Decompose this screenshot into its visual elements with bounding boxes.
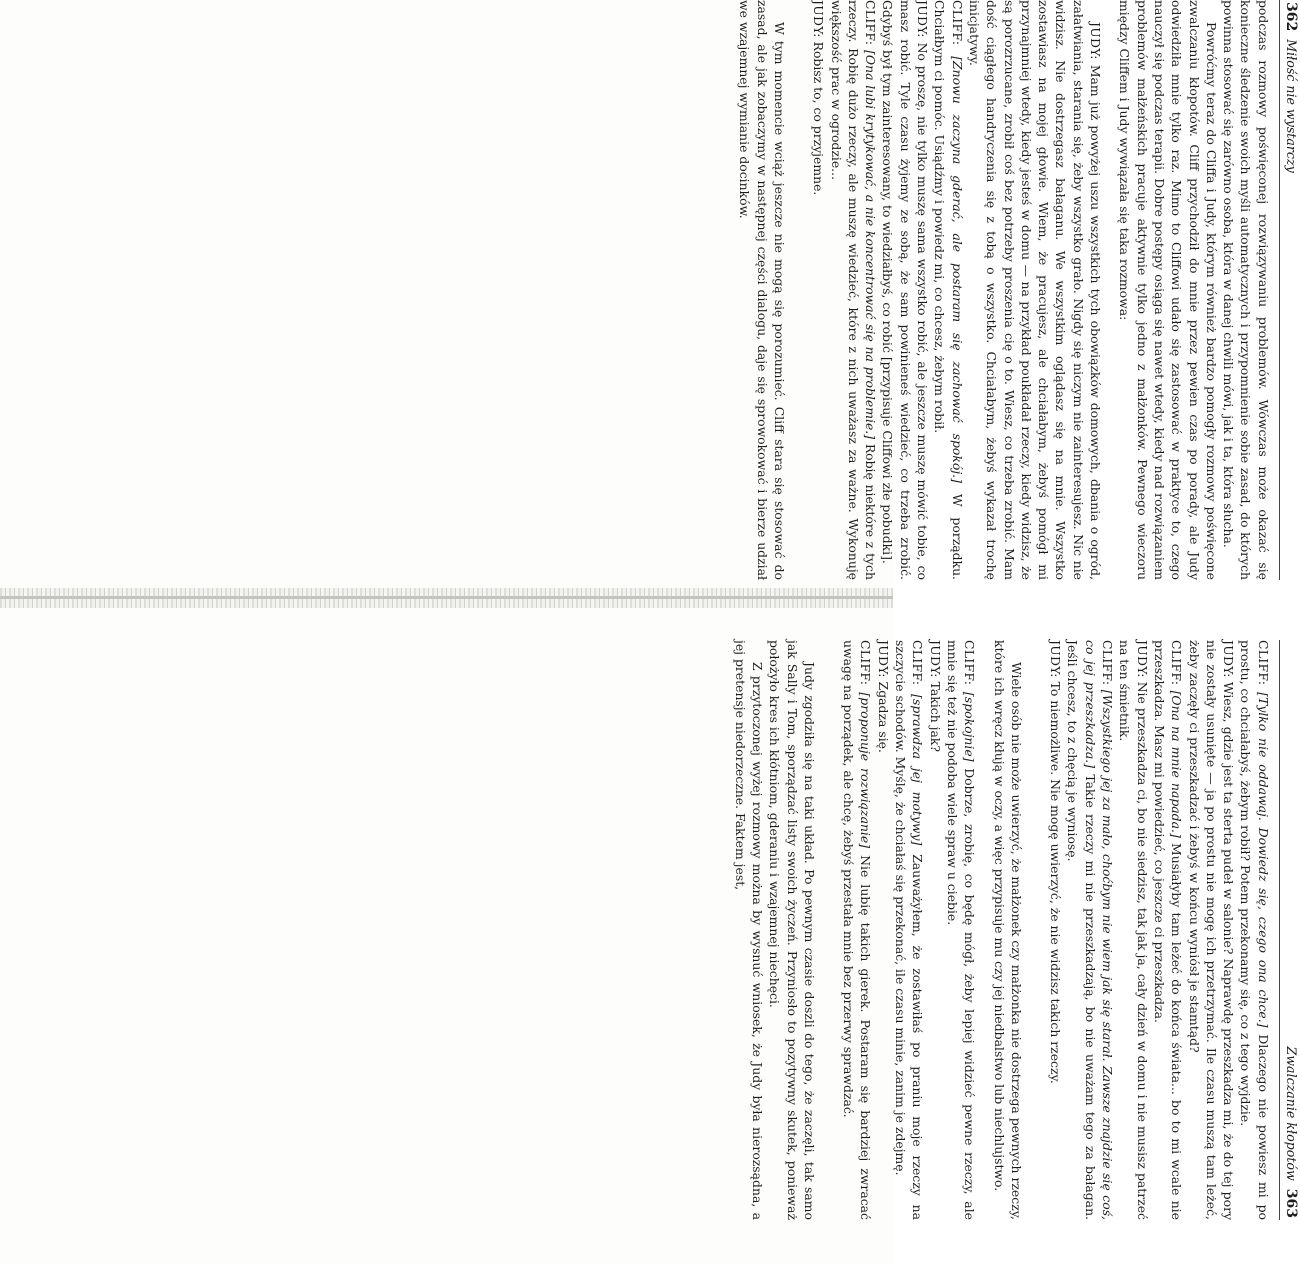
stage-direction: [Znowu zaczyna gderać, ale postaram się zachować spokój.] xyxy=(949,56,965,483)
dialogue-line xyxy=(827,0,879,580)
dialogue-line xyxy=(931,0,966,580)
paragraph: W tym momencie wciąż jeszcze nie mogą się porozumieć. Cliff stara się stosować do zasad, ale jak zobaczymy w następnej części dialogu, daje się sprowokować i bierze udział we wzajemnej wymianie docinków. xyxy=(737,0,787,580)
dialogue-line xyxy=(840,640,875,1220)
speaker: CLIFF: xyxy=(1169,640,1185,686)
dialogue-line xyxy=(966,0,1104,580)
page-number: 362 xyxy=(1283,2,1299,32)
book-gutter xyxy=(0,588,893,608)
running-title: Miłość nie wystarczy xyxy=(1284,39,1299,173)
paragraph: podczas rozmowy poświęconej rozwiązywaniu problemów. Wówczas może okazać się konieczne śledzenie swoich myśli automatycznych i przypomnienie sobie zasad, do których powinna stosować się zarówno osoba, która w danej chwili mówi, jak i ta, która słucha. xyxy=(1221,0,1271,580)
stage-direction: [Tylko nie oddawaj. Dowiedz się, czego ona chce.] xyxy=(1255,692,1271,1028)
running-title: Zwalczanie kłopotów xyxy=(1284,1046,1299,1181)
speaker: JUDY: xyxy=(1134,640,1150,678)
dialogue-line xyxy=(926,640,943,1220)
speaker: CLIFF: xyxy=(863,0,879,46)
speech: W porządku. Chciałbym ci pomóc. Usiądźmy i powiedz mi, co chcesz, żebym robił. xyxy=(932,0,965,580)
speaker: JUDY: xyxy=(915,0,931,38)
speech: Wiesz, gdzie jest ta sterta pudeł w salonie? Naprawdę przeszkadza mi, że do tej pory nie zostały usunięte — ja po prostu nie mogę ich przetrzymać. Ile czasu muszą tam leżeć, żeby zaczęły ci przeszkadzać i żebyś w końcu wyniósł je stamtąd? xyxy=(1186,640,1237,1220)
speaker: CLIFF: xyxy=(962,640,978,686)
speech: Nie przeszkadza ci, bo nie siedzisz, tak jak ja, cały dzień w domu i nie musisz patrzeć na ten śmietnik. xyxy=(1117,640,1150,1220)
speech: Robisz to, co przyjemne. xyxy=(811,41,827,196)
speaker: JUDY: xyxy=(875,640,891,678)
speaker: JUDY: xyxy=(927,640,943,678)
speech: No proszę, nie tylko muszę sama wszystko robić, ale jeszcze muszę mówić tobie, co masz robić. Tyle czasu żyjemy ze sobą, że sam powinieneś wiedzieć, co trzeba zrobić. Gdybyś był tym zainteresowany, to wiedziałbyś, co robić [przypisuje Cliffowi złe pobudki]. xyxy=(880,0,931,580)
speaker: JUDY: xyxy=(1088,22,1104,60)
stage-direction: [spokojnie] xyxy=(962,692,978,762)
dialogue-line xyxy=(874,640,891,1220)
speech: Takie rzeczy mi nie przeszkadzają, bo nie uważam tego za bałagan. Jeśli chcesz, to z chęcią je wyniosę. xyxy=(1065,640,1098,1220)
page-header xyxy=(1279,0,1300,580)
paragraph: Wiele osób nie może uwierzyć, że małżonek czy małżonka nie dostrzega pewnych rzeczy, które ich wręcz kłują w oczy, a więc przypisuje mu czy jej niedbalstwo lub niechlujstwo. xyxy=(991,640,1024,1220)
page-362 xyxy=(440,0,1300,580)
stage-direction: [Ona na mnie napada.] xyxy=(1169,690,1185,838)
speech: Dlaczego nie powiesz mi po prostu, co chciałabyś, żebym robił? Potem przekonamy się, co z tego wyjdzie. xyxy=(1238,640,1271,1220)
paragraph: Powróćmy teraz do Cliffa i Judy, którym również bardzo pomogły rozmowy poświęcone zwalczaniu kłopotów. Cliff przychodził do mnie przez pewien czas po porady, ale Judy odwiedziła mnie tylko raz. Mimo to Cliffowi udało się zastosować w praktyce to, czego nauczył się podczas terapii. Dobre postępy osiąga się nawet wtedy, kiedy nad rozwiązaniem problemów małżeńskich pracuje aktywnie tylko jedno z małżonków. Pewnego wieczoru między Cliffem i Judy wywiązała się taka rozmowa: xyxy=(1117,0,1219,580)
speech: Mam już powyżej uszu wszystkich tych obowiązków domowych, dbania o ogród, załatwiania, starania się, żeby wszystko grało. Nigdy się niczym nie zainteresujesz. Nic nie widzisz. Nie dostrzegasz bałaganu. We wszystkim oglądasz się na mnie. Wszystko zostawiasz na mojej głowie. Wiem, że pracujesz, ale chciałabym, żebyś pomógł mi przynajmniej wtedy, kiedy jesteś w domu — na przykład poukładał rzeczy, kiedy widzisz, że są porozrzucane, zrobił coś bez potrzeby proszenia cię o to. Wiesz, co trzeba zrobić. Mam dość ciągłego handryczenia się z tobą o wszystko. Chciałabym, żebyś wykazał trochę inicjatywy. xyxy=(966,0,1104,580)
speech: Takich jak? xyxy=(927,681,943,753)
speaker: CLIFF: xyxy=(1255,640,1271,686)
speech: Dobrze, zrobię, co będę mógł, żeby lepiej widzieć pewne rzeczy, ale mnie się też nie podoba wiele spraw u ciebie. xyxy=(944,640,978,1220)
stage-direction: [proponuje rozwiązanie] xyxy=(858,692,874,849)
page-number: 363 xyxy=(1283,1188,1299,1218)
speech: Zauważyłem, że zostawiłaś po praniu moje rzeczy na szczycie schodów. Myślę, że chciałaś się przekonać, ile czasu minie, zanim je zdejmę. xyxy=(893,640,926,1220)
dialogue-line xyxy=(1237,640,1272,1220)
speech: Robię niektóre z tych rzeczy. Robię dużo rzeczy, ale muszę wiedzieć, które z nich uważasz za ważne. Wykonuję większość prac w ogrodzie... xyxy=(828,0,879,580)
dialogue-line xyxy=(1116,640,1151,1220)
dialogue-line xyxy=(944,640,979,1220)
speech: Zgadza się. xyxy=(875,681,891,753)
speaker: CLIFF: xyxy=(858,640,874,686)
speech: Nie lubię takich gierek. Postaram się bardziej zwracać uwagę na porządek, ale chcę, żebyś przestała mnie bez przerwy sprawdzać. xyxy=(841,640,874,1220)
page-header xyxy=(1279,640,1300,1220)
dialogue-line xyxy=(892,640,927,1220)
speaker: JUDY: xyxy=(1048,640,1064,678)
speech: Musiałyby tam leżeć do końca świata... bo to mi wcale nie przeszkadza. Masz mi powiedzieć, co jeszcze ci przeszkadza. xyxy=(1151,640,1185,1220)
stage-direction: [Wszystkiego jej za mało, choćbym nie wiem jak się starał. Zawsze znajdzie się coś, co jej przeszkadza.] xyxy=(1082,640,1116,1220)
page-363 xyxy=(440,640,1300,1220)
speaker: JUDY: xyxy=(811,0,827,38)
dialogue-line xyxy=(879,0,931,580)
dialogue-line xyxy=(810,0,827,580)
speaker: CLIFF: xyxy=(949,0,965,46)
paragraph: Judy zgodziła się na taki układ. Po pewnym czasie doszli do tego, że zaczęli, tak samo jak Sally i Tom, sporządzać listy swoich życzeń. Przyniosło to pozytywny skutek, ponieważ położyło kres ich kłótniom, gderaniu i wzajemnej niechęci. xyxy=(767,640,817,1220)
paragraph: Z przytoczonej wyżej rozmowy można by wysnuć wniosek, że Judy była nierozsądna, a jej pretensje niedorzeczne. Faktem jest, xyxy=(732,640,765,1220)
dialogue-line xyxy=(1047,640,1064,1220)
dialogue-line xyxy=(1064,640,1116,1220)
speaker: CLIFF: xyxy=(1100,640,1116,686)
stage-direction: [sprawdza jej motywy] xyxy=(910,694,926,846)
speech: To niemożliwe. Nie mogę uwierzyć, że nie widzisz takich rzeczy. xyxy=(1048,681,1064,1084)
speaker: CLIFF: xyxy=(910,640,926,686)
dialogue-line xyxy=(1151,640,1186,1220)
speaker: JUDY: xyxy=(1221,640,1237,678)
stage-direction: [Ona lubi krytykować, a nie koncentrować się na problemie.] xyxy=(863,50,879,440)
dialogue-line xyxy=(1185,640,1237,1220)
